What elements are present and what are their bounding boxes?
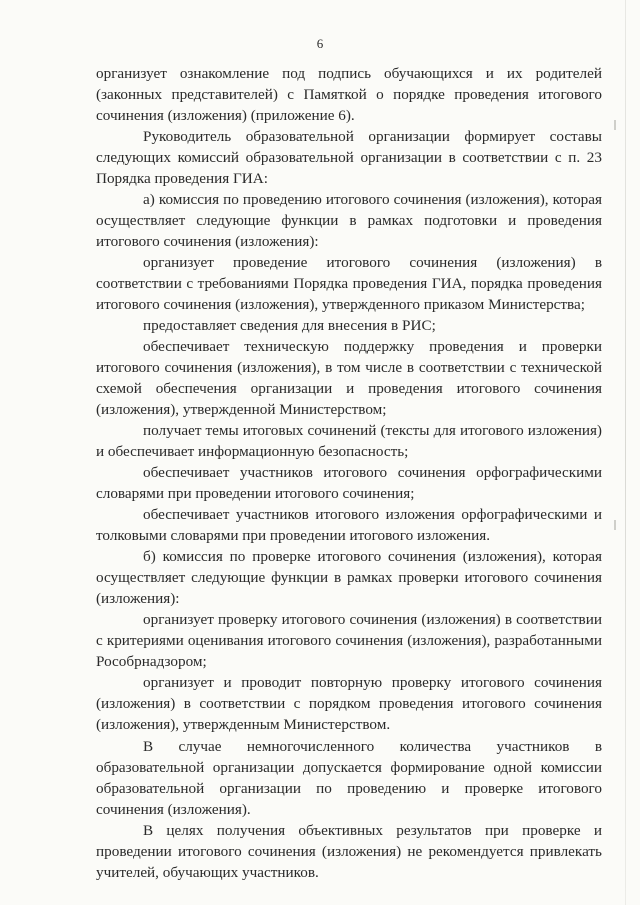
paragraph: обеспечивает участников итогового изложения орфографическими и толковыми словарями при проведении итогового изложения. — [96, 506, 602, 545]
paragraph: обеспечивает участников итогового сочинения орфографическими словарями при проведении итогового сочинения; — [96, 464, 602, 503]
paragraph: В целях получения объективных результатов при проверке и проведении итогового сочинения (изложения) не рекомендуется привлекать учителей, обучающих участников. — [96, 821, 602, 881]
paragraph: В случае немногочисленного количества участников в образовательной организации допускается формирование одной комиссии образовательной организации по проведению и проверке итогового сочинения (изложения). — [96, 737, 602, 818]
paragraph: Руководитель образовательной организации формирует составы следующих комиссий образовательной организации в соответствии с п. 23 Порядка проведения ГИА: — [96, 128, 602, 188]
paragraph: организует проведение итогового сочинения (изложения) в соответствии с требованиями Порядка проведения ГИА, порядка проведения итогового сочинения (изложения), утвержденного приказом Министерства; — [96, 254, 602, 314]
document-body — [96, 63, 602, 883]
paragraph: организует ознакомление под подпись обучающихся и их родителей (законных представителей) с Памяткой о порядке проведения итогового сочинения (изложения) (приложение 6). — [96, 65, 602, 125]
paragraph: а) комиссия по проведению итогового сочинения (изложения), которая осуществляет следующие функции в рамках подготовки и проведения итогового сочинения (изложения): — [96, 191, 602, 251]
scan-edge — [625, 0, 626, 905]
paragraph: предоставляет сведения для внесения в РИС; — [143, 317, 436, 335]
scan-mark — [614, 120, 616, 130]
paragraph: б) комиссия по проверке итогового сочинения (изложения), которая осуществляет следующие функции в рамках проверки итогового сочинения (изложения): — [96, 548, 602, 608]
scan-mark — [614, 520, 616, 530]
page-number: 6 — [316, 36, 324, 51]
paragraph: обеспечивает техническую поддержку проведения и проверки итогового сочинения (изложения), в том числе в соответствии с технической схемой обеспечения организации и проведения итогового сочинения (изложения), утвержденной Министерством; — [96, 338, 602, 419]
paragraph: организует проверку итогового сочинения (изложения) в соответствии с критериями оценивания итогового сочинения (изложения), разработанными Рособрнадзором; — [96, 611, 602, 671]
paragraph: организует и проводит повторную проверку итогового сочинения (изложения) в соответствии с порядком проведения итогового сочинения (изложения), утвержденным Министерством. — [96, 674, 602, 734]
paragraph: получает темы итоговых сочинений (тексты для итогового изложения) и обеспечивает информационную безопасность; — [96, 422, 602, 461]
